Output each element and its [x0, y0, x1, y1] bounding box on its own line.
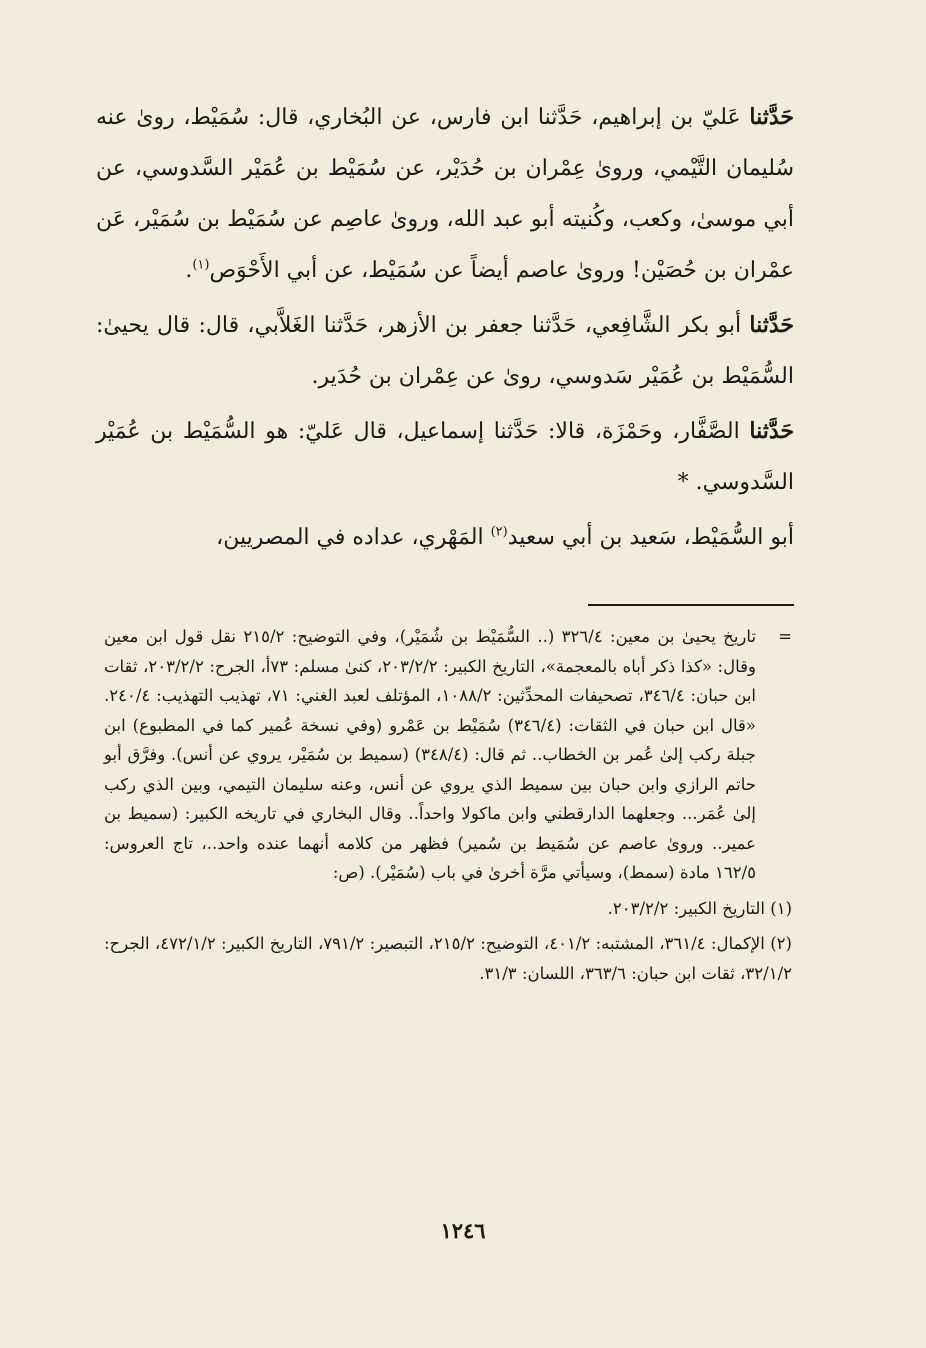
entry-text: أبو السُّمَيْط، سَعيد بن أبي سعيد: [507, 525, 794, 550]
entry-lead: حَدَّثنا: [749, 418, 794, 444]
entry-tail: المَهْري، عداده في المصريين،: [216, 525, 491, 550]
entry-lead: حَدَّثنا: [749, 104, 794, 130]
footnote-ref: (٢): [490, 524, 508, 540]
footnote-ref: (١): [192, 257, 210, 273]
entry-paragraph-2: [96, 300, 794, 402]
entry-lead: حَدَّثنا: [749, 312, 794, 338]
entry-paragraph-3: [96, 406, 794, 508]
entry-paragraph-4: [96, 512, 794, 563]
footnote-2: (٢) الإكمال: ٣٦١/٤، المشتبه: ٤٠١/٢، التوضيح: ٢١٥/٢، التبصير: ٧٩١/٢، التاريخ الكبير: ٤٧٢/١/٢، الجرح: ٣٢/١/٢، ثقات ابن حبان: ٣٦٣/٦، اللسان: ٣١/٣.: [104, 934, 792, 983]
entry-text: أبو بكر الشَّافِعي، حَدَّثنا جعفر بن الأزهر، حَدَّثنا الغَلاَّبي، قال: قال يحيىٰ: السُّمَيْط بن عُمَيْر سَدوسي، روىٰ عن عِمْران بن حُدَير.: [96, 313, 794, 389]
entry-paragraph-1: [96, 92, 794, 296]
footnote-1: (١) التاريخ الكبير: ٢٠٣/٢/٢.: [607, 898, 792, 918]
entry-tail: .: [185, 258, 193, 283]
entry-text: عَليّ بن إبراهيم، حَدَّثنا ابن فارس، عن البُخاري، قال: سُمَيْط، روىٰ عنه سُليمان التَّيْمي، وروىٰ عِمْران بن حُدَيْر، عن سُمَيْط بن عُمَيْر السَّدوسي، عن أبي موسىٰ، وكعب، وكُنيته أبو عبد الله، وروىٰ عاصِم عن سُمَيْط بن سُمَيْر، عَن عمْران بن حُصَيْن! وروىٰ عاصم أيضاً عن سُمَيْط، عن أبي الأَحْوَص: [96, 105, 794, 283]
footnote-separator: [588, 604, 794, 606]
main-text: [96, 92, 794, 567]
footnotes: [104, 622, 792, 994]
page-number: ١٢٤٦: [440, 1218, 486, 1243]
footnote-continuation: [104, 622, 792, 888]
footnote-continuation-text: تاريخ يحيىٰ بن معين: ٣٢٦/٤ (.. السُّمَيْط بن شُمَيْر)، وفي التوضيح: ٢١٥/٢ نقل قول ابن معين وقال: «كذا ذكر أباه بالمعجمة»، التاريخ الكبير: ٢٠٣/٢/٢، كنىٰ مسلم: ٧٣أ، الجرح: ٢٠٣/٢/٢، ثقات ابن حبان: ٣٤٦/٤، تصحيفات المحدِّثين: ١٠٨٨/٢، المؤتلف لعبد الغني: ٧١، تهذيب التهذيب: ٢٤٠/٤. «قال ابن حبان في الثقات: (٣٤٦/٤) سُمَيْط بن عَمْرو (وفي نسخة عُمير كما في المطبوع) ابن جبلة ركب إلىٰ عُمر بن الخطاب.. ثم قال: (٣٤٨/٤) (سميط بن سُمَيْر، يروي عن أنس). وفرَّق أبو حاتم الرازي وابن حبان بين سميط الذي يروي عن أنس، وعنه سليمان التيمي، وبين الذي ركب إلىٰ عُمَر... وجعلهما الدارقطني وابن ماكولا واحداً.. وقال البخاري في تاريخه الكبير: (سميط بن عمير.. وروىٰ عاصم عن سُمَيط بن سُمير) فظهر من كلامه أنهما عنده واحد..، تاج العروس: ١٦٢/٥ مادة (سمط)، وسيأتي مرَّة أخرىٰ في باب (سُمَيْر). (ص:: [104, 627, 757, 882]
continuation-mark: =: [778, 627, 792, 646]
entry-text: الصَّفَّار، وحَمْزَة، قالا: حَدَّثنا إسماعيل، قال عَليّ: هو السُّمَيْط بن عُمَيْر السَّدوسي. *: [96, 419, 794, 495]
